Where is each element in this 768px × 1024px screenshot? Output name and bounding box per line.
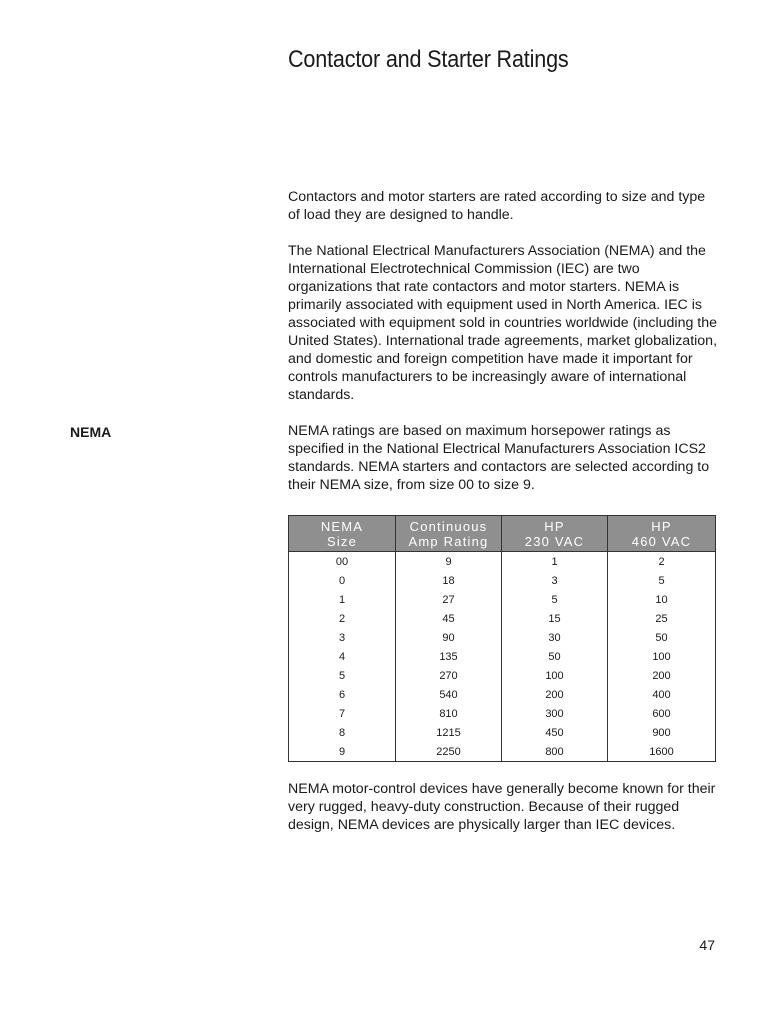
cell-size: 3: [289, 628, 396, 647]
nema-construction-paragraph: NEMA motor-control devices have generally become known for their very rugged, heavy-duty construction. Because of their rugged design, NEMA devices are physically larger than IEC devices.: [288, 781, 716, 833]
cell-hp-230: 15: [502, 609, 608, 628]
cell-amp: 135: [396, 647, 502, 666]
cell-size: 00: [289, 552, 396, 572]
cell-amp: 540: [396, 685, 502, 704]
header-line: 230 VAC: [524, 534, 585, 549]
cell-hp-460: 900: [608, 723, 716, 742]
cell-hp-230: 200: [502, 685, 608, 704]
cell-hp-460: 10: [608, 590, 716, 609]
nema-ratings-table: [288, 515, 716, 762]
cell-hp-460: 5: [608, 571, 716, 590]
cell-amp: 18: [396, 571, 502, 590]
nema-ratings-paragraph: NEMA ratings are based on maximum horsepower ratings as specified in the National Electrical Manufacturers Association ICS2 standards. NEMA starters and contactors are selected according to their NEMA size, from size 00 to size 9.: [288, 423, 710, 493]
header-hp-230-vac: [502, 516, 608, 552]
cell-hp-460: 25: [608, 609, 716, 628]
cell-size: 7: [289, 704, 396, 723]
cell-hp-230: 300: [502, 704, 608, 723]
header-line: NEMA: [320, 519, 364, 534]
cell-size: 4: [289, 647, 396, 666]
cell-hp-460: 600: [608, 704, 716, 723]
cell-hp-460: 1600: [608, 742, 716, 762]
cell-size: 2: [289, 609, 396, 628]
intro-paragraph: Contactors and motor starters are rated according to size and type of load they are designed to handle.: [288, 189, 706, 223]
cell-size: 9: [289, 742, 396, 762]
cell-hp-230: 30: [502, 628, 608, 647]
header-line: HP: [651, 519, 672, 534]
table-row: [289, 723, 716, 742]
cell-hp-460: 2: [608, 552, 716, 572]
header-continuous-amp-rating: [396, 516, 502, 552]
cell-size: 8: [289, 723, 396, 742]
cell-size: 0: [289, 571, 396, 590]
table-row: [289, 685, 716, 704]
header-line: HP: [544, 519, 565, 534]
cell-hp-230: 450: [502, 723, 608, 742]
cell-amp: 9: [396, 552, 502, 572]
organizations-paragraph: The National Electrical Manufacturers Association (NEMA) and the International Electrotechnical Commission (IEC) are two organizations that rate contactors and motor starters. NEMA is primarily associated with equipment used in North America. IEC is associated with equipment sold in countries worldwide (including the United States). International trade agreements, market globalization, and domestic and foreign competition have made it important for controls manufacturers to be increasingly aware of international standards.: [288, 243, 718, 403]
header-line: Size: [326, 534, 358, 549]
cell-amp: 27: [396, 590, 502, 609]
cell-hp-230: 50: [502, 647, 608, 666]
table-row: [289, 704, 716, 723]
cell-size: 1: [289, 590, 396, 609]
cell-amp: 2250: [396, 742, 502, 762]
cell-amp: 90: [396, 628, 502, 647]
header-nema-size: [289, 516, 396, 552]
header-line: 460 VAC: [631, 534, 692, 549]
cell-size: 5: [289, 666, 396, 685]
table-row: [289, 571, 716, 590]
cell-amp: 45: [396, 609, 502, 628]
cell-hp-460: 100: [608, 647, 716, 666]
header-hp-460-vac: [608, 516, 716, 552]
cell-size: 6: [289, 685, 396, 704]
header-line: Continuous: [409, 519, 488, 534]
table-header-row: [289, 516, 716, 552]
cell-amp: 1215: [396, 723, 502, 742]
cell-hp-460: 400: [608, 685, 716, 704]
cell-hp-460: 50: [608, 628, 716, 647]
table-row: [289, 552, 716, 572]
cell-hp-230: 1: [502, 552, 608, 572]
table-row: [289, 647, 716, 666]
table-row: [289, 742, 716, 762]
cell-hp-460: 200: [608, 666, 716, 685]
table-row: [289, 666, 716, 685]
header-line: Amp Rating: [408, 534, 489, 549]
page-title: Contactor and Starter Ratings: [288, 46, 569, 73]
section-heading-nema: NEMA: [70, 424, 112, 440]
table-row: [289, 609, 716, 628]
table-row: [289, 590, 716, 609]
page-number: 47: [699, 937, 715, 953]
cell-hp-230: 800: [502, 742, 608, 762]
cell-hp-230: 100: [502, 666, 608, 685]
cell-amp: 270: [396, 666, 502, 685]
cell-amp: 810: [396, 704, 502, 723]
cell-hp-230: 3: [502, 571, 608, 590]
cell-hp-230: 5: [502, 590, 608, 609]
table-row: [289, 628, 716, 647]
